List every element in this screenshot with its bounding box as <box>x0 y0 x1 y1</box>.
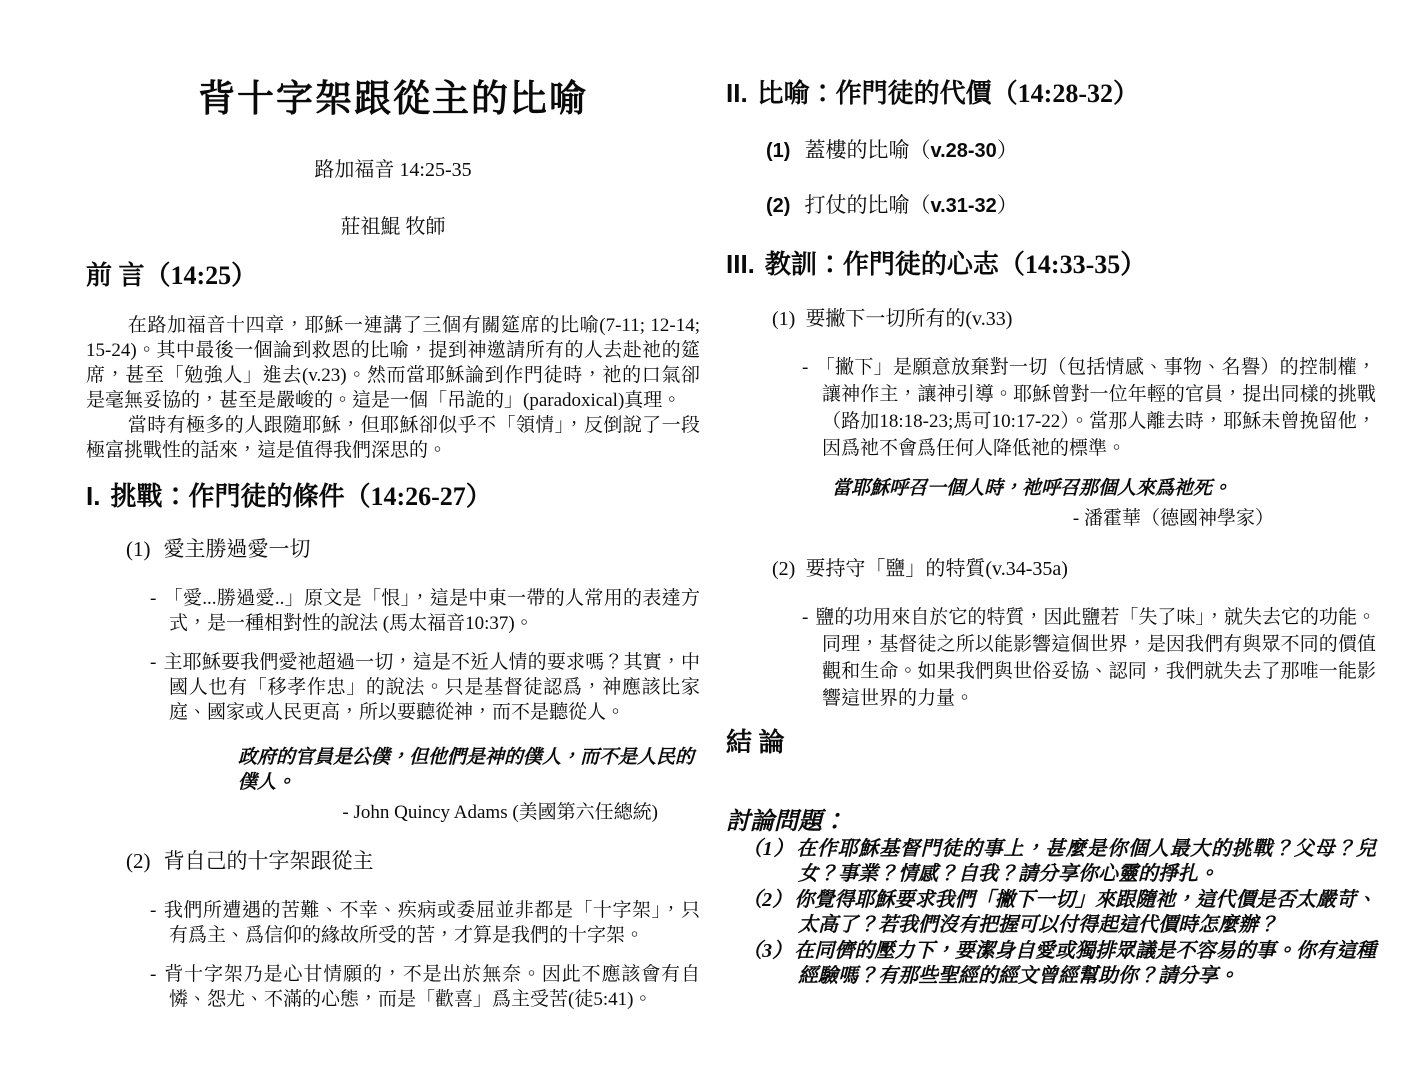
section-3-heading <box>726 249 1376 280</box>
point-text: 背十字架乃是心甘情願的，不是出於無奈。因此不應該會有自憐、怨尤、不滿的心態，而是「歡喜」爲主受苦(徒5:41)。 <box>163 964 700 1010</box>
item-number: (1) <box>126 537 151 561</box>
question-number: （2） <box>742 889 793 911</box>
intro-paragraph-1: 在路加福音十四章，耶穌一連講了三個有關筵席的比喻(7-11; 12-14; 15-24)。其中最後一個論到救恩的比喻，提到神邀請所有的人去赴祂的筵席，甚至「勉強人」進去(v.23)。然而當耶穌論到作門徒時，祂的口氣卻是毫無妥協的，甚至是嚴峻的。這是一個「吊詭的」(paradoxical)真理。 <box>86 315 700 411</box>
bullet-point <box>150 586 700 636</box>
item-label: 蓋樓的比喻（ <box>804 138 931 162</box>
item-label: 要持守「鹽」的特質(v.34-35a) <box>805 558 1068 580</box>
left-column <box>86 0 700 1088</box>
dash-marker: - <box>150 900 157 921</box>
item-label-close: ） <box>996 138 1018 162</box>
section-3-number: III. <box>726 249 755 279</box>
dash-marker: - <box>150 652 157 673</box>
point-text: 主耶穌要我們愛祂超過一切，這是不近人情的要求嗎？其實，中國人也有「移孝作忠」的說法。只是基督徒認爲，神應該比家庭、國家或人民更高，所以要聽從神，而不是聽從人。 <box>163 652 700 723</box>
conclusion-heading: 結 論 <box>726 728 785 757</box>
question-number: （1） <box>742 838 795 860</box>
point-text: 「愛...勝過愛..」原文是「恨」，這是中東一帶的人常用的表達方式，是一種相對性的說法 (馬太福音10:37)。 <box>163 588 700 634</box>
bullet-point <box>150 898 700 948</box>
dash-marker: - <box>150 964 157 985</box>
item-number: (1) <box>766 140 791 162</box>
section-1-number: I. <box>86 481 101 511</box>
section-2-item-2 <box>766 192 1376 219</box>
quote-text: 政府的官員是公僕，但他們是神的僕人，而不是人民的僕人。 <box>238 747 695 793</box>
section-1-item-2 <box>126 848 700 874</box>
section-1-title: 挑戰：作門徒的條件（14:26-27） <box>110 482 492 511</box>
question-text: 你覺得耶穌要求我們「撇下一切」來跟隨祂，這代價是否太嚴苛、太高了？若我們沒有把握可以付得起這代價時怎麼辦？ <box>794 889 1377 936</box>
bullet-point <box>150 962 700 1012</box>
verse-reference: v.31-32 <box>930 195 997 217</box>
bullet-point <box>802 604 1376 712</box>
author-line: 莊祖鯤 牧師 <box>340 216 446 238</box>
item-label-close: ） <box>996 193 1018 217</box>
intro-heading: 前 言（14:25） <box>86 261 258 290</box>
discussion-question-3 <box>742 939 1376 989</box>
section-2-item-1 <box>766 137 1376 164</box>
question-text: 在作耶穌基督門徒的事上，甚麼是你個人最大的挑戰？父母？兒女？事業？情感？自我？請分享你心靈的掙扎。 <box>796 838 1377 885</box>
item-number: (2) <box>772 558 796 580</box>
quote-attribution: - John Quincy Adams (美國第六任總統) <box>342 802 658 823</box>
bullet-point <box>802 354 1376 462</box>
item-number: (2) <box>126 849 151 873</box>
section-2-title: 比喻：作門徒的代價（14:28-32） <box>757 79 1139 108</box>
scripture-reference: 路加福音 14:25-35 <box>314 159 472 181</box>
discussion-question-2 <box>742 888 1376 938</box>
question-text: 在同儕的壓力下，要潔身自愛或獨排眾議是不容易的事。你有這種經驗嗎？有那些聖經的經文曾經幫助你？請分享。 <box>794 940 1377 987</box>
section-3-title: 教訓：作門徒的心志（14:33-35） <box>764 250 1147 279</box>
section-3-item-1 <box>772 306 1376 332</box>
item-label: 打仗的比喻（ <box>804 193 931 217</box>
item-number: (2) <box>766 195 791 217</box>
quote-text: 當耶穌呼召一個人時，祂呼召那個人來爲祂死。 <box>832 478 1232 499</box>
item-label: 背自己的十字架跟從主 <box>163 849 374 873</box>
right-column <box>726 0 1376 1088</box>
dash-marker: - <box>802 607 809 628</box>
question-number: （3） <box>742 940 793 962</box>
document-title: 背十字架跟從主的比喻 <box>198 79 588 120</box>
intro-paragraph-2: 當時有極多的人跟隨耶穌，但耶穌卻似乎不「領情」，反倒說了一段極富挑戰性的話來，這是值得我們深思的。 <box>86 415 700 461</box>
section-1-item-1 <box>126 536 700 562</box>
item-label: 愛主勝過愛一切 <box>163 537 311 561</box>
quote-attribution: - 潘霍華（德國神學家） <box>1072 508 1274 529</box>
item-label: 要撇下一切所有的(v.33) <box>805 308 1013 330</box>
section-2-number: II. <box>726 78 748 108</box>
bullet-point <box>150 650 700 725</box>
dash-marker: - <box>150 588 157 609</box>
verse-reference: v.28-30 <box>930 140 997 162</box>
point-text: 鹽的功用來自於它的特質，因此鹽若「失了味」，就失去它的功能。同理，基督徒之所以能影響這個世界，是因我們有與眾不同的價值觀和生命。如果我們與世俗妥協、認同，我們就失去了那唯一能影響這世界的力量。 <box>815 607 1376 709</box>
discussion-heading: 討論問題： <box>726 809 846 835</box>
point-text: 我們所遭遇的苦難、不幸、疾病或委屈並非都是「十字架」，只有爲主、爲信仰的緣故所受的苦，才算是我們的十字架。 <box>163 900 700 946</box>
point-text: 「撇下」是願意放棄對一切（包括情感、事物、名譽）的控制權，讓神作主，讓神引導。耶穌曾對一位年輕的官員，提出同樣的挑戰（路加18:18-23;馬可10:17-22）。當那人離去時，耶穌未曾挽留他，因爲祂不會爲任何人降低祂的標準。 <box>815 357 1376 459</box>
discussion-question-1 <box>742 837 1376 887</box>
section-1-heading <box>86 481 700 512</box>
item-number: (1) <box>772 308 796 330</box>
section-3-item-2 <box>772 556 1376 582</box>
dash-marker: - <box>802 357 809 378</box>
section-2-heading <box>726 78 1376 109</box>
